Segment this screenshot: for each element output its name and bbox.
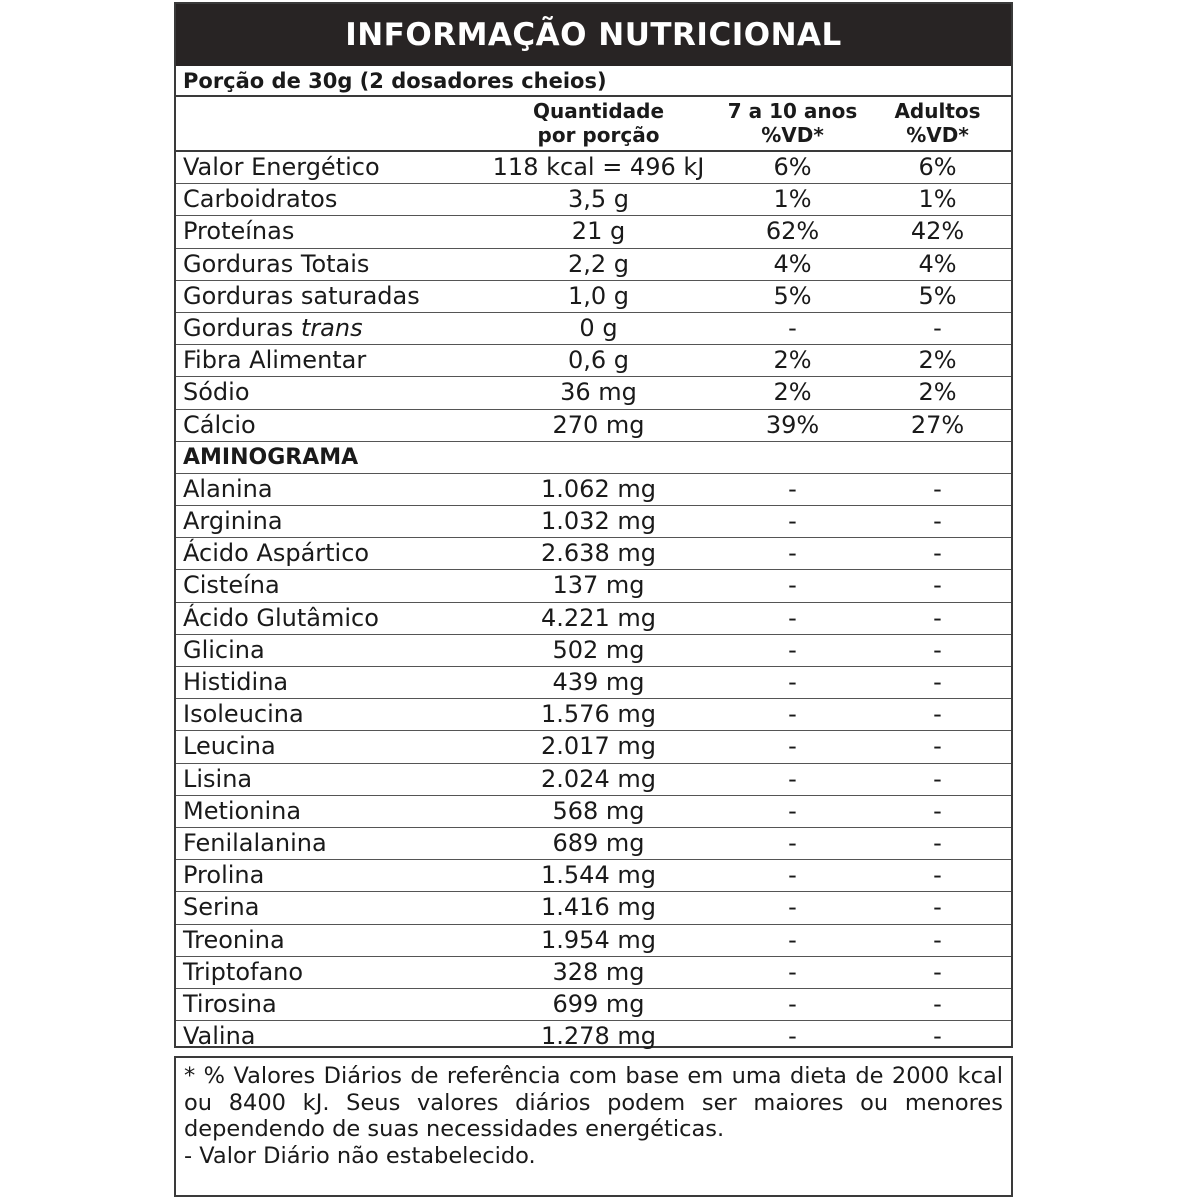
- header-nutrient: [176, 97, 476, 150]
- quantity-per-serving: 21 g: [571, 217, 626, 246]
- adults-daily-value: 42%: [910, 217, 965, 246]
- quantity-per-serving: 689 mg: [552, 828, 645, 857]
- adults-daily-value: -: [933, 732, 942, 761]
- nutrient-name-text: Isoleucina: [183, 700, 304, 729]
- nutrient-name-text: Alanina: [183, 474, 273, 503]
- header-kids-line1: 7 a 10 anos: [727, 99, 858, 123]
- header-kids-line2: %VD*: [761, 123, 824, 147]
- nutrient-name-text: Ácido Glutâmico: [183, 603, 379, 632]
- nutrient-name: [176, 216, 476, 247]
- nutrient-name: [176, 538, 476, 569]
- nutrient-name-text: Cálcio: [183, 410, 256, 439]
- adults-daily-value: -: [933, 861, 942, 890]
- table-row: [176, 892, 1011, 924]
- kids-daily-value: -: [788, 893, 797, 922]
- kids-daily-value: -: [788, 635, 797, 664]
- nutrient-name-text: Fenilalanina: [183, 828, 327, 857]
- nutrient-name: [176, 635, 476, 666]
- nutrient-name-text: Lisina: [183, 764, 253, 793]
- kids-daily-value: -: [788, 539, 797, 568]
- quantity-per-serving: 0 g: [579, 313, 618, 342]
- adults-daily-value: 1%: [918, 185, 957, 214]
- nutrient-name-text: Arginina: [183, 507, 283, 536]
- kids-daily-value: -: [788, 507, 797, 536]
- nutrient-name: [176, 764, 476, 795]
- table-row: [176, 313, 1011, 345]
- adults-daily-value: -: [933, 571, 942, 600]
- nutrient-name-text: Treonina: [183, 925, 285, 954]
- kids-daily-value: 1%: [773, 185, 812, 214]
- nutrient-name: [176, 474, 476, 505]
- adults-daily-value: 27%: [910, 410, 965, 439]
- kids-daily-value: 4%: [773, 249, 812, 278]
- table-row: [176, 184, 1011, 216]
- nutrient-name: [176, 377, 476, 408]
- kids-daily-value: -: [788, 474, 797, 503]
- kids-daily-value: -: [788, 957, 797, 986]
- adults-daily-value: -: [933, 539, 942, 568]
- table-row: [176, 731, 1011, 763]
- kids-daily-value: -: [788, 603, 797, 632]
- nutrient-name: [176, 506, 476, 537]
- kids-daily-value: -: [788, 828, 797, 857]
- footnote-reference: * % Valores Diários de referência com base em uma dieta de 2000 kcal ou 8400 kJ. Seus valores diários podem ser maiores ou menores dependendo de suas necessidades energéticas.: [184, 1063, 1003, 1142]
- adults-daily-value: -: [933, 764, 942, 793]
- quantity-per-serving: 1,0 g: [567, 281, 630, 310]
- nutrient-name: [176, 892, 476, 923]
- kids-daily-value: -: [788, 796, 797, 825]
- table-row: [176, 635, 1011, 667]
- table-row: [176, 410, 1011, 442]
- header-adults-line1: Adultos: [894, 99, 981, 123]
- kids-daily-value: -: [788, 700, 797, 729]
- table-row: [176, 570, 1011, 602]
- table-row: [176, 925, 1011, 957]
- quantity-per-serving: 1.278 mg: [541, 1022, 656, 1051]
- kids-daily-value: 5%: [773, 281, 812, 310]
- table-row: [176, 667, 1011, 699]
- nutrient-name: [176, 957, 476, 988]
- quantity-per-serving: 502 mg: [552, 635, 645, 664]
- table-row: [176, 281, 1011, 313]
- nutrient-name: [176, 249, 476, 280]
- adults-daily-value: -: [933, 1022, 942, 1051]
- adults-daily-value: -: [933, 507, 942, 536]
- quantity-per-serving: 4.221 mg: [541, 603, 656, 632]
- quantity-per-serving: 2.638 mg: [541, 539, 656, 568]
- nutrient-name: [176, 313, 476, 344]
- adults-daily-value: -: [933, 668, 942, 696]
- nutrient-name-text: Triptofano: [183, 957, 304, 986]
- table-row: [176, 989, 1011, 1021]
- nutrient-name-italic: trans: [300, 313, 363, 342]
- quantity-per-serving: 137 mg: [552, 571, 645, 600]
- table-row: [176, 474, 1011, 506]
- nutrient-name: [176, 281, 476, 312]
- kids-daily-value: 2%: [773, 378, 812, 407]
- adults-daily-value: 5%: [918, 281, 957, 310]
- nutrient-name: [176, 796, 476, 827]
- nutrient-name: [176, 152, 476, 183]
- kids-daily-value: 62%: [765, 217, 820, 246]
- nutrient-name-text: Glicina: [183, 635, 265, 664]
- nutrient-name: [176, 667, 476, 698]
- nutrient-name-text: Cisteína: [183, 571, 280, 600]
- header-adults-dv: [864, 97, 1011, 150]
- adults-daily-value: -: [933, 474, 942, 503]
- nutrient-name: [176, 731, 476, 762]
- header-adults-line2: %VD*: [906, 123, 969, 147]
- adults-daily-value: 4%: [918, 249, 957, 278]
- nutrient-name-text: Gorduras saturadas: [183, 281, 420, 310]
- quantity-per-serving: 2,2 g: [567, 249, 630, 278]
- nutrient-rows: [176, 152, 1011, 442]
- table-row: [176, 860, 1011, 892]
- nutrient-name-text: Serina: [183, 893, 260, 922]
- header-quantity: [476, 97, 721, 150]
- column-headers: [176, 97, 1011, 152]
- quantity-per-serving: 0,6 g: [567, 346, 630, 375]
- nutrient-name: [176, 184, 476, 215]
- nutrient-name: [176, 1021, 476, 1053]
- adults-daily-value: -: [933, 989, 942, 1018]
- nutrient-name-text: Valina: [183, 1022, 256, 1051]
- nutrient-name-text: Ácido Aspártico: [183, 539, 370, 568]
- header-quantity-line2: por porção: [537, 123, 660, 147]
- quantity-per-serving: 1.416 mg: [541, 893, 656, 922]
- table-row: [176, 1021, 1011, 1053]
- adults-daily-value: -: [933, 635, 942, 664]
- nutrient-name-text: Fibra Alimentar: [183, 346, 367, 375]
- kids-daily-value: 39%: [765, 410, 820, 439]
- header-kids-dv: [721, 97, 864, 150]
- nutrient-name-text: Proteínas: [183, 217, 295, 246]
- table-row: [176, 345, 1011, 377]
- quantity-per-serving: 1.954 mg: [541, 925, 656, 954]
- kids-daily-value: -: [788, 571, 797, 600]
- adults-daily-value: -: [933, 603, 942, 632]
- quantity-per-serving: 3,5 g: [567, 185, 630, 214]
- table-row: [176, 506, 1011, 538]
- nutrient-name: [176, 570, 476, 601]
- adults-daily-value: -: [933, 828, 942, 857]
- table-row: [176, 603, 1011, 635]
- quantity-per-serving: 439 mg: [552, 668, 645, 696]
- table-row: [176, 216, 1011, 248]
- nutrient-name: [176, 410, 476, 441]
- quantity-per-serving: 270 mg: [552, 410, 645, 439]
- table-row: [176, 957, 1011, 989]
- nutrient-name: [176, 925, 476, 956]
- nutrient-name: [176, 603, 476, 634]
- kids-daily-value: 6%: [773, 153, 812, 181]
- adults-daily-value: -: [933, 925, 942, 954]
- nutrient-name-text: Gorduras Totais: [183, 249, 370, 278]
- adults-daily-value: -: [933, 313, 942, 342]
- header-quantity-line1: Quantidade: [532, 99, 665, 123]
- kids-daily-value: -: [788, 989, 797, 1018]
- nutrient-name: [176, 345, 476, 376]
- table-row: [176, 377, 1011, 409]
- quantity-per-serving: 1.032 mg: [541, 507, 656, 536]
- nutrient-name-text: Sódio: [183, 378, 250, 407]
- kids-daily-value: -: [788, 861, 797, 890]
- nutrient-name-text: Leucina: [183, 732, 276, 761]
- kids-daily-value: -: [788, 764, 797, 793]
- quantity-per-serving: 118 kcal = 496 kJ: [492, 153, 705, 181]
- kids-daily-value: 2%: [773, 346, 812, 375]
- quantity-per-serving: 1.062 mg: [541, 474, 656, 503]
- quantity-per-serving: 568 mg: [552, 796, 645, 825]
- table-row: [176, 538, 1011, 570]
- table-row: [176, 699, 1011, 731]
- quantity-per-serving: 328 mg: [552, 957, 645, 986]
- adults-daily-value: 6%: [918, 153, 957, 181]
- kids-daily-value: -: [788, 1022, 797, 1051]
- nutrient-name: [176, 828, 476, 859]
- quantity-per-serving: 1.576 mg: [541, 700, 656, 729]
- adults-daily-value: 2%: [918, 378, 957, 407]
- nutrient-name-text: Histidina: [183, 668, 289, 696]
- section-title-aminogram: AMINOGRAMA: [176, 442, 1011, 474]
- aminogram-rows: [176, 474, 1011, 1053]
- table-row: [176, 828, 1011, 860]
- portion-size: Porção de 30g (2 dosadores cheios): [176, 66, 1011, 97]
- quantity-per-serving: 36 mg: [560, 378, 637, 407]
- kids-daily-value: -: [788, 732, 797, 761]
- nutrition-facts-table: [174, 2, 1013, 1051]
- nutrient-name-text: Metionina: [183, 796, 302, 825]
- nutrient-name: [176, 699, 476, 730]
- adults-daily-value: -: [933, 893, 942, 922]
- nutrient-name-text: Carboidratos: [183, 185, 338, 214]
- quantity-per-serving: 2.017 mg: [541, 732, 656, 761]
- table-row: [176, 152, 1011, 184]
- kids-daily-value: -: [788, 313, 797, 342]
- adults-daily-value: 2%: [918, 346, 957, 375]
- adults-daily-value: -: [933, 957, 942, 986]
- footnote-not-established: - Valor Diário não estabelecido.: [184, 1142, 536, 1169]
- adults-daily-value: -: [933, 700, 942, 729]
- nutrient-name: [176, 989, 476, 1020]
- nutrient-name-text: Valor Energético: [183, 153, 380, 181]
- quantity-per-serving: 1.544 mg: [541, 861, 656, 890]
- table-row: [176, 764, 1011, 796]
- nutrient-name: [176, 860, 476, 891]
- table-title: INFORMAÇÃO NUTRICIONAL: [176, 4, 1011, 66]
- footnote-box: [174, 1056, 1013, 1197]
- quantity-per-serving: 2.024 mg: [541, 764, 656, 793]
- adults-daily-value: -: [933, 796, 942, 825]
- quantity-per-serving: 699 mg: [552, 989, 645, 1018]
- nutrient-name-text: Tirosina: [183, 989, 277, 1018]
- table-row: [176, 796, 1011, 828]
- kids-daily-value: -: [788, 925, 797, 954]
- kids-daily-value: -: [788, 668, 797, 696]
- table-row: [176, 249, 1011, 281]
- nutrient-name-text: Gorduras: [183, 313, 301, 342]
- nutrient-name-text: Prolina: [183, 861, 265, 890]
